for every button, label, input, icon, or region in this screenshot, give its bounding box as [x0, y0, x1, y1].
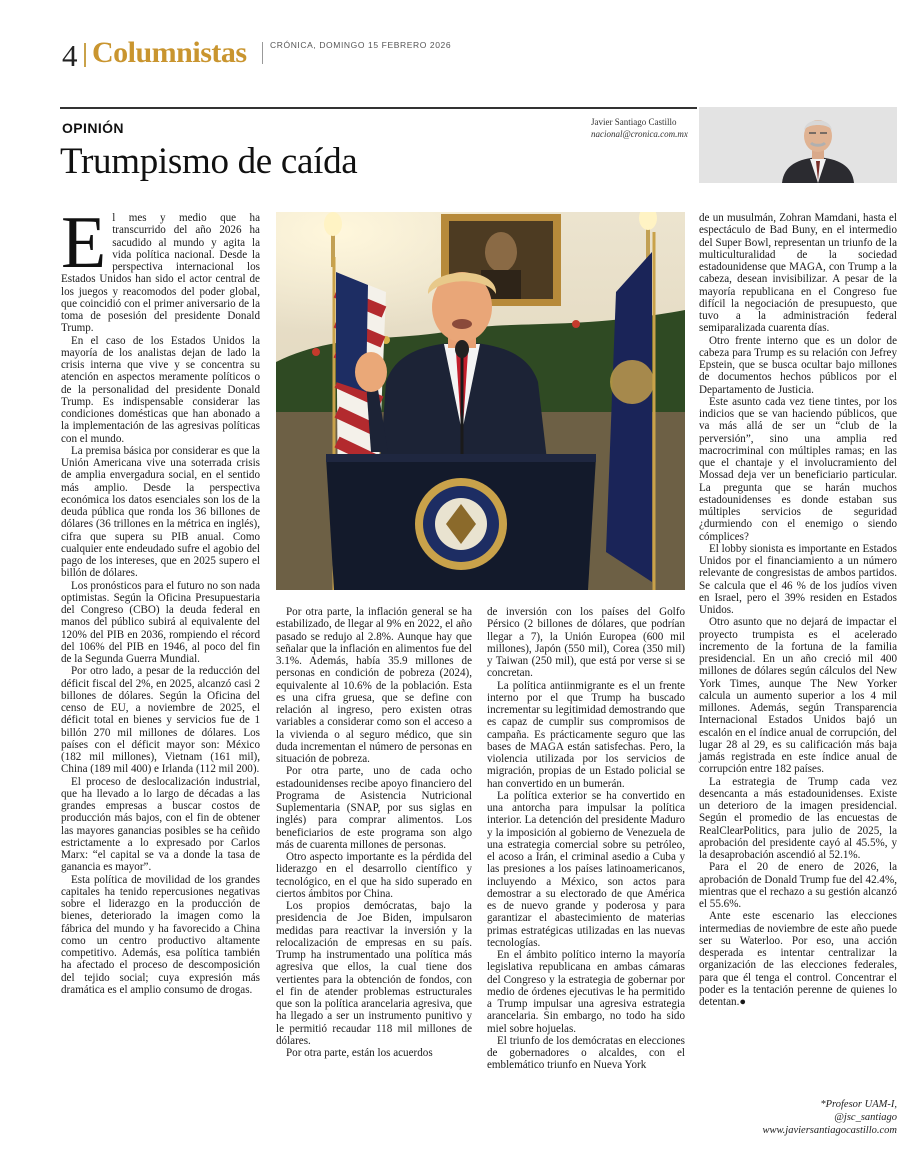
- section-title: Columnistas: [92, 36, 247, 69]
- signoff-handle[interactable]: @jsc_santiago: [834, 1112, 897, 1123]
- article-headline: Trumpismo de caída: [60, 141, 358, 182]
- paragraph: En el caso de los Estados Unidos la mayoría de los analistas dejan de lado la crisis interna que vive y se concentra su atención en aspectos meramente políticos o de la personalidad del presidente Donald Trump. Es indispensable considerar las condiciones domésticas que han abonado a la implementación de las agresivas políticas con el mundo.: [61, 334, 260, 445]
- paragraph: El lobby sionista es importante en Estados Unidos por el financiamiento a un número relevante de congresistas de ambos partidos. Se calcula que el 46 % de los judíos viven en Israel, pero el 39% residen en Estados Unidos.: [699, 542, 897, 616]
- paragraph: Este asunto cada vez tiene tintes, por los indicios que se van haciendo públicos, que va más allá de ser un “club de la perversión”, sino una amplia red macrocriminal con múltiples ramas; en las que el chantaje y el involucramiento del Mossad deja ver un beneficiario particular. La pregunta que se harán muchos estadounidenses es donde estaban sus múltiples servicios de seguridad ¿durmiendo con el enemigo o siendo cómplices?: [699, 395, 897, 543]
- paragraph: Otro asunto que no dejará de impactar el proyecto trumpista es el acelerado incremento de la fortuna de la familia presidencial. En un año creció mil 400 millones de dólares según cálculos del New York Times, aunque The New Yorker calcula un aumento superior a los 4 mil millones. Además, según Transparencia Internacional Estados Unidos bajó un escalón en el índice anual de corrupción, del lugar 28 al 29, es su calificación más baja jamás registrada en este índice anual de corrupción entre 182 países.: [699, 616, 897, 776]
- edition-info: CRÓNICA, DOMINGO 15 FEBRERO 2026: [270, 40, 452, 50]
- byline-email[interactable]: nacional@cronica.com.mx: [591, 129, 688, 139]
- article-column-3: [487, 606, 685, 1072]
- article-column-4: [699, 212, 897, 1008]
- paragraph: Los propios demócratas, bajo la presidencia de Joe Biden, impulsaron medidas para reactivar la inversión y la relocalización de empresas en su país. Trump ha instrumentado una política más agresiva que ellos, la cual tiene dos vertientes para la obtención de fondos, con el fin de atender problemas estructurales que son la política arancelaria agresiva, que ha llegado a ser un instrumento punitivo y le permitió recaudar 118 mil millones de dólares.: [276, 900, 472, 1047]
- paragraph: de un musulmán, Zohran Mamdani, hasta el espectáculo de Bad Buny, en el intermedio del Super Bowl, representan un triunfo de la multiculturalidad de la sociedad estadounidense que MAGA, con Trump a la cabeza, desean invisibilizar. A pesar de la mayoría republicana en el Congreso fue difícil la negociación de presupuesto, que tuvo a la administración federal semiparalizada cuarenta días.: [699, 212, 897, 335]
- paragraph: Los pronósticos para el futuro no son nada optimistas. Según la Oficina Presupuestaria del Congreso (CBO) la deuda federal en manos del público subirá al equivalente del 120% del PIB en 2036, rompiendo el récord del 106% del PIB en 1946, al poco del fin de la Segunda Guerra Mundial.: [61, 579, 260, 665]
- paragraph: Otro aspecto importante es la pérdida del liderazgo en el desarrollo científico y tecnológico, en el que ha sido superado en ciertos ámbitos por China.: [276, 851, 472, 900]
- author-signoff: [733, 1098, 897, 1137]
- header-rule: [60, 107, 697, 109]
- paragraph: Por otro lado, a pesar de la reducción del déficit fiscal del 2%, en 2025, alcanzó casi 2 billones de dólares. Según la Oficina del censo de EU, a noviembre de 2025, el déficit total en bienes y servicios fue de 1 billón 270 mil millones de dólares. Los países con el déficit mayor son: México (182 mil millones), Vietnam (161 mil), China (189 mil 400) e Irlanda (112 mil 200).: [61, 665, 260, 776]
- paragraph: El proceso de deslocalización industrial, que ha llevado a lo largo de décadas a las grandes empresas a buscar costos de producción más bajos, con el fin de obtener las mayores ganancias posibles se ha ceñido estrictamente a lo expresado por Carlos Marx: “el capital se va a donde la tasa de ganancia es mayor”.: [61, 775, 260, 874]
- paragraph: [699, 910, 897, 1008]
- article-column-2: [276, 606, 472, 1059]
- article-kicker: OPINIÓN: [62, 120, 124, 136]
- paragraph: Para el 20 de enero de 2026, la aprobación de Donald Trump fue del 42.4%, mientras que el rechazo a su gestión alcanzó el 55.6%.: [699, 861, 897, 910]
- paragraph: La política antiinmigrante es el un frente interno por el que Trump ha buscado incrementar su legitimidad demostrando que es capaz de cumplir sus compromisos de campaña. Es prácticamente seguro que las bases de MAGA están satisfechas. Pero, la violencia utilizada por los servicios de migración, propias de un Estado policial se han convertido en un bumerán.: [487, 679, 685, 790]
- paragraph: Esta política de movilidad de los grandes capitales ha tenido repercusiones negativas sobre el liderazgo en la producción de bienes, deteriorado la imagen como la fábrica del mundo y ha favorecido a China como un centro productivo altamente competitivo. Además, esa política también ha afectado el proceso de descomposición del tejido social; cuya expresión más dramática es el amplio consumo de drogas.: [61, 873, 260, 996]
- paragraph: Otro frente interno que es un dolor de cabeza para Trump es su relación con Jefrey Epstein, que se busca ocultar bajo millones de documentos hechos públicos por el Departamento de Justicia.: [699, 334, 897, 396]
- signoff-website[interactable]: www.javiersantiagocastillo.com: [762, 1125, 897, 1136]
- masthead-divider: [262, 42, 263, 64]
- drop-cap: E: [61, 202, 107, 284]
- author-portrait: [776, 109, 860, 183]
- end-mark: ●: [739, 996, 747, 1008]
- paragraph: El triunfo de los demócratas en elecciones de gobernadores o alcaldes, con el emblemático triunfo en Nueva York: [487, 1034, 685, 1072]
- paragraph: La estrategia de Trump cada vez desencanta a más estadounidenses. Existe un deterioro de la imagen presidencial. Según el promedio de las encuestas de RealClearPolitics, para julio de 2025, la aprobación del presidente cayó al 45.5%, y la desaprobación ascendió al 52.1%.: [699, 775, 897, 861]
- article-photo-trump-podium: [276, 212, 685, 590]
- signoff-title: *Profesor UAM-I,: [820, 1099, 897, 1110]
- page-number: 4: [62, 38, 78, 73]
- paragraph: Por otra parte, uno de cada ocho estadounidenses recibe apoyo financiero del Programa de Asistencia Nutricional Suplementaria (SNAP, por sus siglas en inglés) para comprar alimentos. Los beneficiarios de este programa son algo más de cuarenta millones de personas.: [276, 765, 472, 851]
- paragraph: de inversión con los países del Golfo Pérsico (2 billones de dólares, que podrían llegar a 7), la Unión Europea (600 mil millones), Japón (550 mil), Corea (350 mil) y Taiwan (250 mil), que está por verse si se concretan.: [487, 606, 685, 680]
- article-column-1: [61, 202, 260, 996]
- masthead-separator: [84, 43, 86, 67]
- paragraph: La política exterior se ha convertido en una antorcha para impulsar la política interior. La detención del presidente Maduro y la imposición al gobierno de Venezuela de una estrategia comercial sobre su petróleo, el acoso a Irán, el criminal asedio a Cuba y las presiones a los países latinoamericanos, incluyendo a México, son actos para demostrar a su electorado de que América es de nuevo grande y poderosa y para garantizar el abastecimiento de materias primas estratégicas utilizadas en las nuevas tecnologías.: [487, 789, 685, 949]
- paragraph: En el ámbito político interno la mayoría legislativa republicana en ambas cámaras del Congreso y la estrategia de gobernar por medio de órdenes ejecutivas le ha permitido a Trump impulsar una agresiva estrategia arancelaria. Sin embargo, no todo ha sido miel sobre hojuelas.: [487, 949, 685, 1035]
- paragraph-text: Ante este escenario las elecciones intermedias de noviembre de este año puede ser su Waterloo. Por eso, una acción desperada es intentar centralizar la organización de las elecciones federales, para que él tenga el control. Concentrar el poder es la tentación perenne de quienes lo detentan.: [699, 910, 897, 1008]
- paragraph: Por otra parte, la inflación general se ha estabilizado, de llegar al 9% en 2022, el año pasado se redujo al 2.8%. Aunque hay que señalar que la inflación en alimentos fue del 3.1%. Además, había 35.9 millones de personas en condición de pobreza (2024), equivalente al 10.6% de la población. Esta es una cifra gruesa, que se define con relación al ingreso, pero existen otras variables a considerar como son el acceso a la vivienda o al seguro médico, que sin duda incrementan el número de personas en situación de pobreza.: [276, 606, 472, 765]
- paragraph: La premisa básica por considerar es que la Unión Americana vive una soterrada crisis de amplia envergadura social, en el sentido más amplio. Desde la perspectiva económica los datos esenciales son los de la deuda pública que ronda los 36 billones de dólares (36 trillones en la métrica en inglés), cifra que supera su PIB anual. Como cualquier ente endeudado sufre el agobio del pago de los intereses, que en 2025 supero el billón de dólares.: [61, 444, 260, 580]
- paragraph: l mes y medio que ha transcurrido del año 2026 ha sacudido al mundo y agita la vida política nacional. Desde la perspectiva internacional los Estados Unidos han sido el actor central de los juegos y reacomodos del poder global, que coincidió con el primer aniversario de la toma de posesión del presidente Donald Trump.: [61, 212, 260, 335]
- paragraph: Por otra parte, están los acuerdos: [286, 1047, 433, 1059]
- byline-author: Javier Santiago Castillo: [591, 117, 677, 127]
